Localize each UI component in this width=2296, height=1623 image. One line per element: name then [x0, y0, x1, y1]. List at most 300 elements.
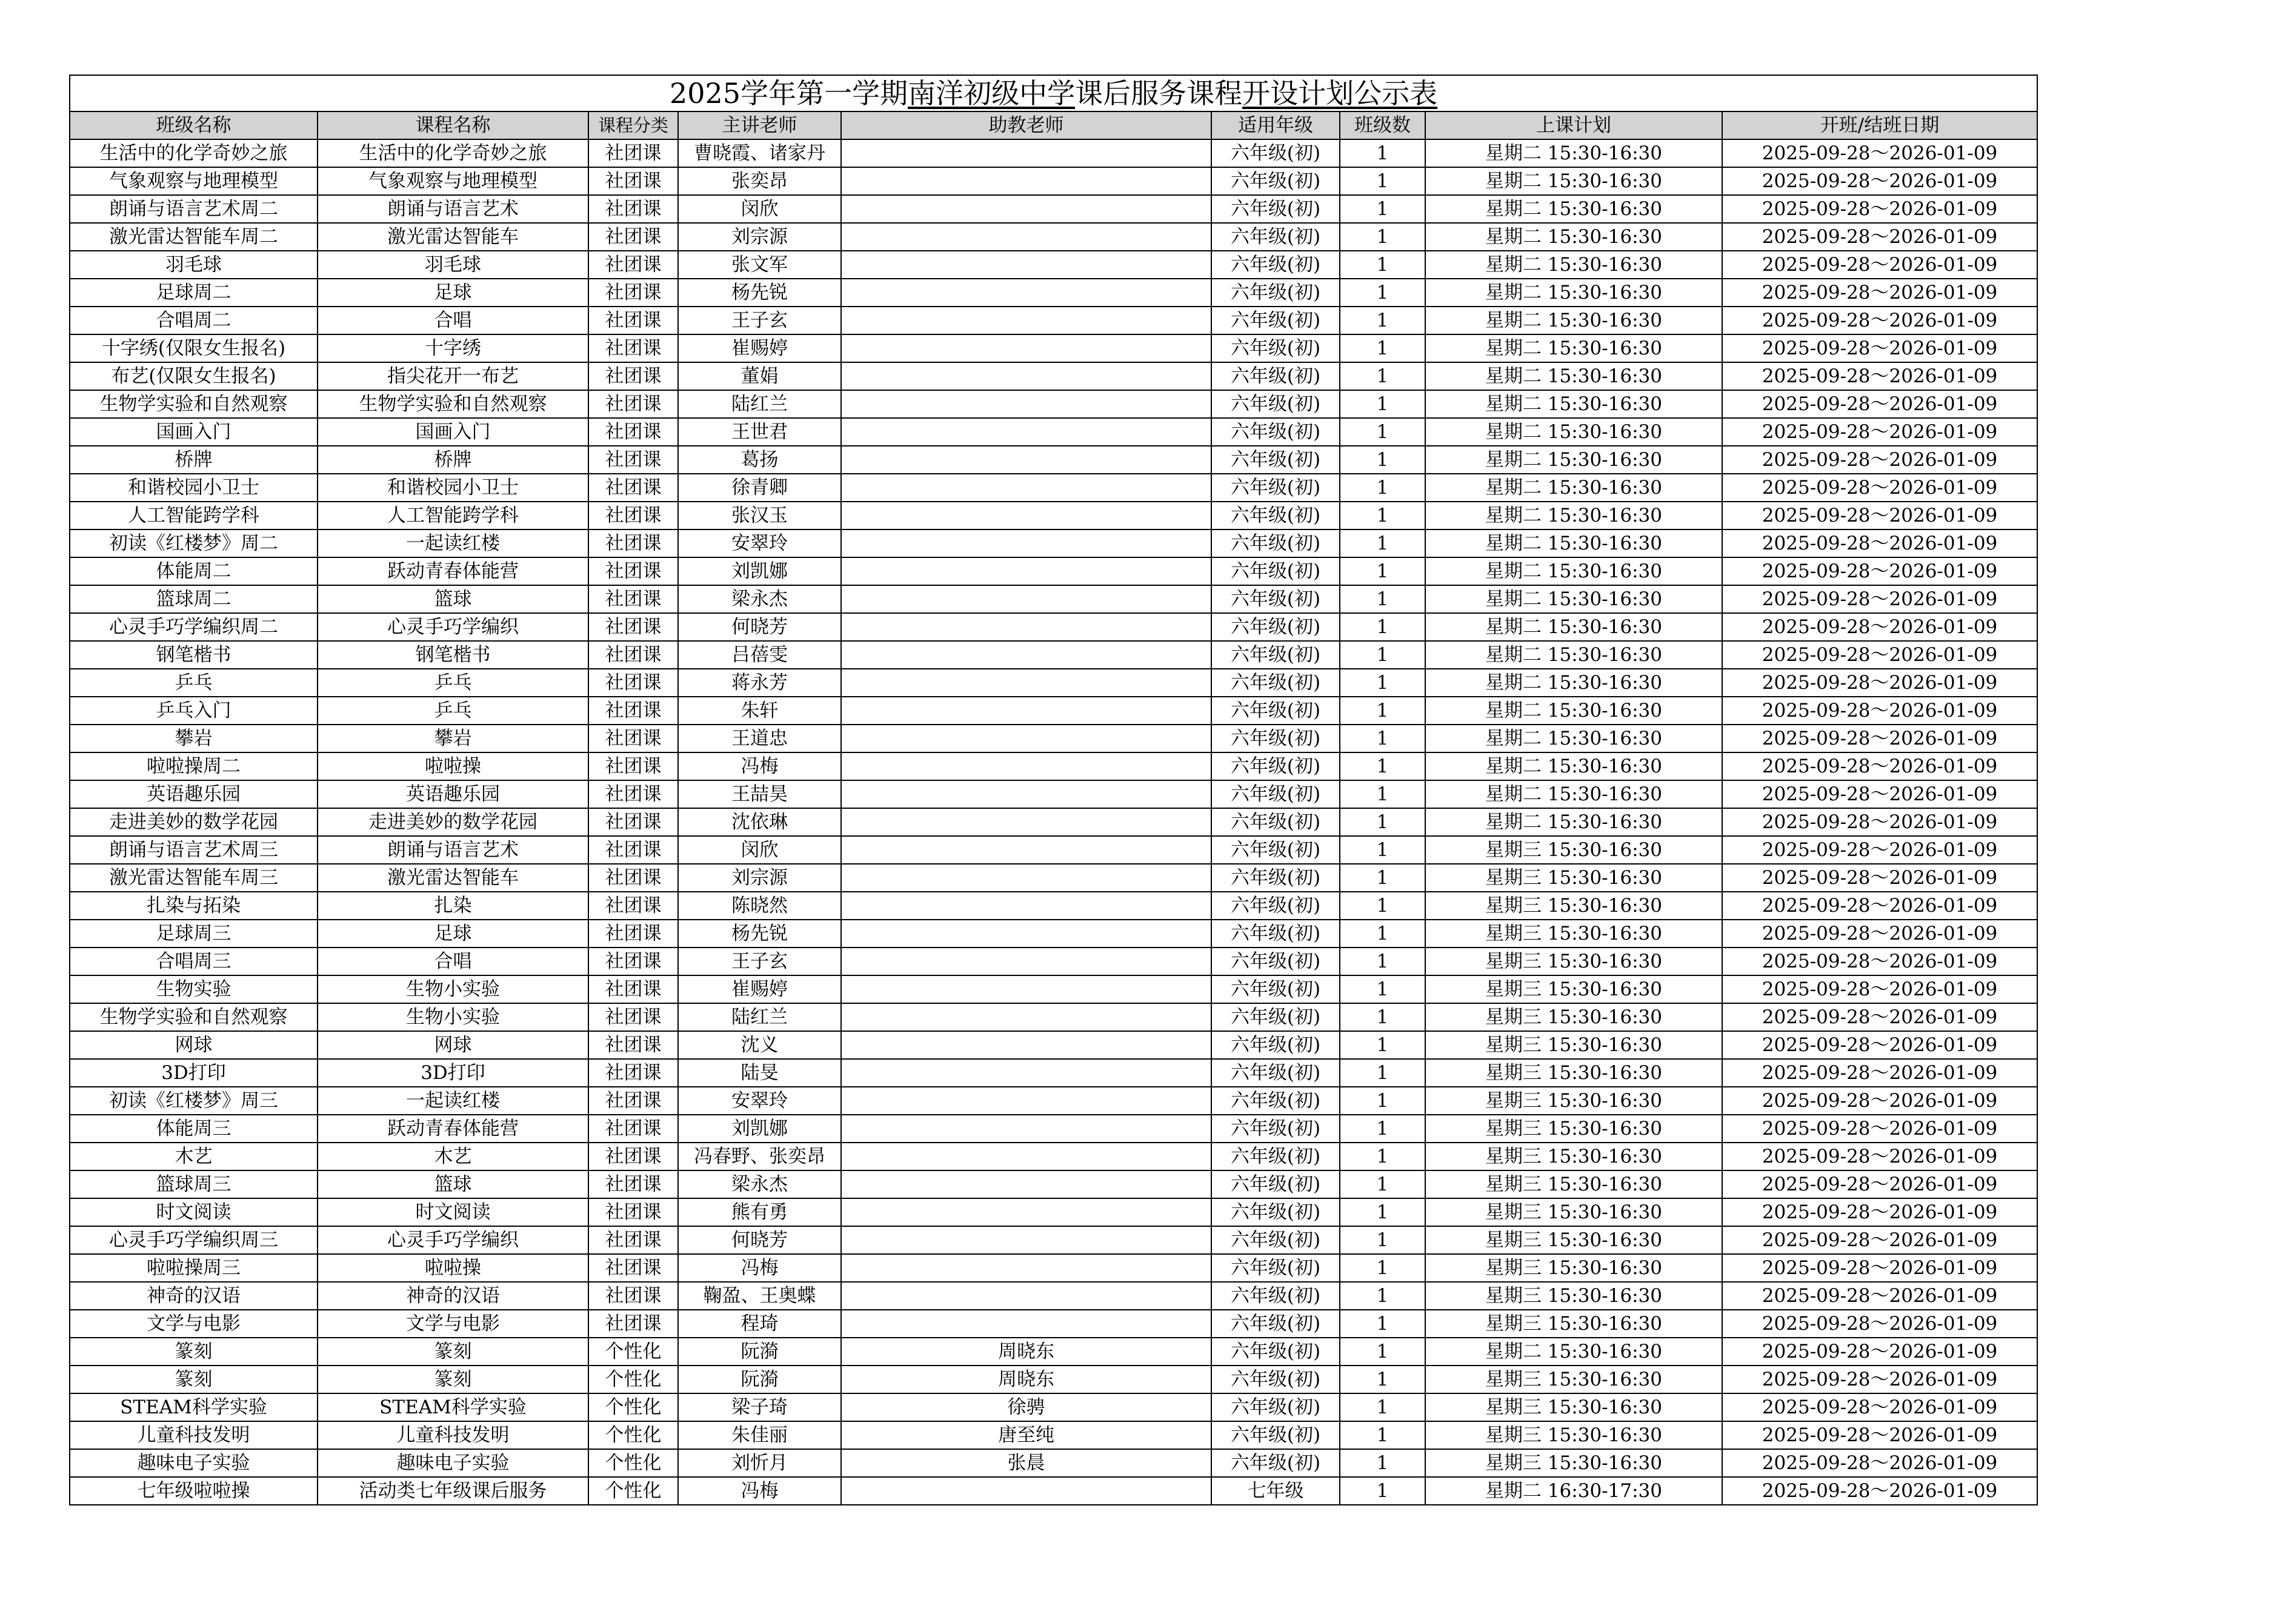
cell-assistant-teacher: [841, 948, 1211, 975]
cell-class-count: 1: [1340, 892, 1425, 920]
cell-lead-teacher: 王道忠: [678, 725, 841, 752]
cell-dates: 2025-09-28～2026-01-09: [1722, 251, 2037, 279]
cell-grade: 六年级(初): [1211, 502, 1340, 529]
cell-course-name: 时文阅读: [318, 1198, 588, 1226]
cell-course-name: 朗诵与语言艺术: [318, 836, 588, 864]
cell-grade: 六年级(初): [1211, 864, 1340, 892]
cell-assistant-teacher: [841, 669, 1211, 697]
cell-schedule: 星期三 15:30-16:30: [1425, 975, 1722, 1003]
cell-grade: 六年级(初): [1211, 892, 1340, 920]
cell-class-name: 足球周三: [70, 920, 318, 948]
header-row: [70, 111, 2037, 139]
cell-grade: 六年级(初): [1211, 808, 1340, 836]
cell-schedule: 星期二 15:30-16:30: [1425, 613, 1722, 641]
cell-schedule: 星期二 15:30-16:30: [1425, 529, 1722, 557]
cell-schedule: 星期三 15:30-16:30: [1425, 836, 1722, 864]
cell-category: 社团课: [588, 669, 678, 697]
cell-category: 社团课: [588, 1003, 678, 1031]
table-row: [70, 585, 2037, 613]
cell-class-count: 1: [1340, 975, 1425, 1003]
table-row: [70, 1310, 2037, 1338]
cell-assistant-teacher: [841, 362, 1211, 390]
col-header-dates: 开班/结班日期: [1722, 111, 2037, 139]
cell-class-count: 1: [1340, 1393, 1425, 1421]
cell-dates: 2025-09-28～2026-01-09: [1722, 1338, 2037, 1366]
table-row: [70, 725, 2037, 752]
cell-class-name: 3D打印: [70, 1059, 318, 1087]
table-row: [70, 780, 2037, 808]
cell-dates: 2025-09-28～2026-01-09: [1722, 529, 2037, 557]
cell-grade: 六年级(初): [1211, 1449, 1340, 1477]
table-row: [70, 1393, 2037, 1421]
cell-course-name: 十字绣: [318, 334, 588, 362]
cell-course-name: 心灵手巧学编织: [318, 613, 588, 641]
cell-class-name: 英语趣乐园: [70, 780, 318, 808]
cell-dates: 2025-09-28～2026-01-09: [1722, 362, 2037, 390]
cell-category: 社团课: [588, 836, 678, 864]
cell-grade: 六年级(初): [1211, 585, 1340, 613]
cell-category: 社团课: [588, 1087, 678, 1115]
cell-schedule: 星期三 15:30-16:30: [1425, 1310, 1722, 1338]
table-row: [70, 836, 2037, 864]
cell-category: 社团课: [588, 1170, 678, 1198]
table-row: [70, 390, 2037, 418]
table-row: [70, 1087, 2037, 1115]
cell-assistant-teacher: [841, 390, 1211, 418]
title-middle: 课后服务课程: [1075, 77, 1243, 110]
cell-dates: 2025-09-28～2026-01-09: [1722, 808, 2037, 836]
cell-class-name: 初读《红楼梦》周三: [70, 1087, 318, 1115]
cell-class-name: STEAM科学实验: [70, 1393, 318, 1421]
table-row: [70, 446, 2037, 474]
cell-assistant-teacher: [841, 502, 1211, 529]
cell-schedule: 星期二 15:30-16:30: [1425, 474, 1722, 502]
cell-dates: 2025-09-28～2026-01-09: [1722, 1282, 2037, 1310]
cell-lead-teacher: 安翠玲: [678, 529, 841, 557]
cell-schedule: 星期三 15:30-16:30: [1425, 1421, 1722, 1449]
cell-dates: 2025-09-28～2026-01-09: [1722, 752, 2037, 780]
cell-dates: 2025-09-28～2026-01-09: [1722, 780, 2037, 808]
cell-class-count: 1: [1340, 1366, 1425, 1393]
cell-class-name: 木艺: [70, 1143, 318, 1170]
cell-course-name: 钢笔楷书: [318, 641, 588, 669]
cell-dates: 2025-09-28～2026-01-09: [1722, 279, 2037, 307]
cell-category: 社团课: [588, 251, 678, 279]
cell-course-name: 足球: [318, 279, 588, 307]
schedule-sheet: [69, 75, 2037, 1505]
table-row: [70, 223, 2037, 251]
cell-course-name: 儿童科技发明: [318, 1421, 588, 1449]
cell-course-name: 生物学实验和自然观察: [318, 390, 588, 418]
cell-course-name: 啦啦操: [318, 752, 588, 780]
cell-schedule: 星期三 15:30-16:30: [1425, 1170, 1722, 1198]
table-row: [70, 334, 2037, 362]
cell-assistant-teacher: [841, 279, 1211, 307]
cell-grade: 六年级(初): [1211, 307, 1340, 334]
cell-schedule: 星期三 15:30-16:30: [1425, 864, 1722, 892]
cell-grade: 六年级(初): [1211, 1366, 1340, 1393]
cell-grade: 六年级(初): [1211, 1170, 1340, 1198]
cell-assistant-teacher: 徐骋: [841, 1393, 1211, 1421]
cell-course-name: 3D打印: [318, 1059, 588, 1087]
cell-grade: 六年级(初): [1211, 390, 1340, 418]
cell-course-name: STEAM科学实验: [318, 1393, 588, 1421]
cell-grade: 六年级(初): [1211, 1226, 1340, 1254]
cell-dates: 2025-09-28～2026-01-09: [1722, 1059, 2037, 1087]
cell-schedule: 星期三 15:30-16:30: [1425, 1115, 1722, 1143]
cell-schedule: 星期二 15:30-16:30: [1425, 279, 1722, 307]
cell-assistant-teacher: 周晓东: [841, 1338, 1211, 1366]
table-row: [70, 502, 2037, 529]
cell-class-count: 1: [1340, 1143, 1425, 1170]
cell-assistant-teacher: [841, 446, 1211, 474]
cell-class-name: 朗诵与语言艺术周二: [70, 195, 318, 223]
cell-course-name: 英语趣乐园: [318, 780, 588, 808]
cell-category: 社团课: [588, 864, 678, 892]
cell-class-name: 初读《红楼梦》周二: [70, 529, 318, 557]
col-header-lead-teacher: 主讲老师: [678, 111, 841, 139]
cell-course-name: 跃动青春体能营: [318, 1115, 588, 1143]
cell-grade: 六年级(初): [1211, 1282, 1340, 1310]
cell-class-name: 激光雷达智能车周三: [70, 864, 318, 892]
cell-class-count: 1: [1340, 1003, 1425, 1031]
cell-category: 社团课: [588, 1143, 678, 1170]
cell-class-name: 神奇的汉语: [70, 1282, 318, 1310]
cell-schedule: 星期二 15:30-16:30: [1425, 446, 1722, 474]
cell-class-name: 啦啦操周三: [70, 1254, 318, 1282]
cell-assistant-teacher: [841, 167, 1211, 195]
cell-grade: 六年级(初): [1211, 1421, 1340, 1449]
cell-dates: 2025-09-28～2026-01-09: [1722, 920, 2037, 948]
cell-class-count: 1: [1340, 167, 1425, 195]
cell-category: 社团课: [588, 334, 678, 362]
cell-schedule: 星期三 15:30-16:30: [1425, 1282, 1722, 1310]
cell-category: 社团课: [588, 307, 678, 334]
cell-dates: 2025-09-28～2026-01-09: [1722, 948, 2037, 975]
cell-course-name: 心灵手巧学编织: [318, 1226, 588, 1254]
cell-class-name: 篆刻: [70, 1338, 318, 1366]
cell-class-name: 生物学实验和自然观察: [70, 390, 318, 418]
cell-dates: 2025-09-28～2026-01-09: [1722, 892, 2037, 920]
cell-class-name: 攀岩: [70, 725, 318, 752]
cell-schedule: 星期二 15:30-16:30: [1425, 167, 1722, 195]
cell-dates: 2025-09-28～2026-01-09: [1722, 1003, 2037, 1031]
cell-grade: 六年级(初): [1211, 1115, 1340, 1143]
col-header-class-name: 班级名称: [70, 111, 318, 139]
cell-grade: 六年级(初): [1211, 780, 1340, 808]
cell-assistant-teacher: [841, 1282, 1211, 1310]
table-row: [70, 529, 2037, 557]
cell-class-count: 1: [1340, 362, 1425, 390]
cell-class-name: 人工智能跨学科: [70, 502, 318, 529]
cell-category: 个性化: [588, 1449, 678, 1477]
cell-class-count: 1: [1340, 836, 1425, 864]
cell-dates: 2025-09-28～2026-01-09: [1722, 1115, 2037, 1143]
cell-schedule: 星期三 15:30-16:30: [1425, 1449, 1722, 1477]
cell-class-name: 七年级啦啦操: [70, 1477, 318, 1505]
cell-course-name: 一起读红楼: [318, 1087, 588, 1115]
cell-grade: 六年级(初): [1211, 418, 1340, 446]
cell-lead-teacher: 阮漪: [678, 1366, 841, 1393]
cell-dates: 2025-09-28～2026-01-09: [1722, 725, 2037, 752]
cell-class-count: 1: [1340, 529, 1425, 557]
cell-category: 社团课: [588, 557, 678, 585]
cell-dates: 2025-09-28～2026-01-09: [1722, 613, 2037, 641]
cell-class-count: 1: [1340, 474, 1425, 502]
cell-category: 社团课: [588, 1282, 678, 1310]
cell-assistant-teacher: [841, 1226, 1211, 1254]
cell-course-name: 生物小实验: [318, 975, 588, 1003]
cell-lead-teacher: 张汉玉: [678, 502, 841, 529]
cell-assistant-teacher: [841, 808, 1211, 836]
cell-grade: 六年级(初): [1211, 223, 1340, 251]
cell-schedule: 星期二 15:30-16:30: [1425, 1338, 1722, 1366]
cell-class-name: 心灵手巧学编织周二: [70, 613, 318, 641]
cell-schedule: 星期二 15:30-16:30: [1425, 557, 1722, 585]
cell-grade: 六年级(初): [1211, 1087, 1340, 1115]
cell-category: 社团课: [588, 195, 678, 223]
table-row: [70, 752, 2037, 780]
cell-dates: 2025-09-28～2026-01-09: [1722, 418, 2037, 446]
cell-schedule: 星期二 15:30-16:30: [1425, 195, 1722, 223]
cell-dates: 2025-09-28～2026-01-09: [1722, 502, 2037, 529]
cell-class-count: 1: [1340, 920, 1425, 948]
cell-assistant-teacher: [841, 780, 1211, 808]
cell-schedule: 星期二 15:30-16:30: [1425, 251, 1722, 279]
cell-class-count: 1: [1340, 1310, 1425, 1338]
cell-course-name: 走进美妙的数学花园: [318, 808, 588, 836]
cell-class-count: 1: [1340, 808, 1425, 836]
cell-lead-teacher: 冯梅: [678, 1477, 841, 1505]
cell-category: 社团课: [588, 1226, 678, 1254]
col-header-grade: 适用年级: [1211, 111, 1340, 139]
table-row: [70, 1477, 2037, 1505]
cell-lead-teacher: 杨先锐: [678, 279, 841, 307]
cell-dates: 2025-09-28～2026-01-09: [1722, 1087, 2037, 1115]
cell-schedule: 星期二 15:30-16:30: [1425, 362, 1722, 390]
cell-dates: 2025-09-28～2026-01-09: [1722, 1421, 2037, 1449]
cell-lead-teacher: 王喆昊: [678, 780, 841, 808]
cell-assistant-teacher: [841, 418, 1211, 446]
cell-assistant-teacher: [841, 1254, 1211, 1282]
col-header-category: 课程分类: [588, 111, 678, 139]
cell-course-name: 网球: [318, 1031, 588, 1059]
cell-class-name: 乒乓: [70, 669, 318, 697]
cell-dates: 2025-09-28～2026-01-09: [1722, 1310, 2037, 1338]
cell-class-name: 心灵手巧学编织周三: [70, 1226, 318, 1254]
cell-course-name: 篮球: [318, 1170, 588, 1198]
cell-dates: 2025-09-28～2026-01-09: [1722, 195, 2037, 223]
cell-schedule: 星期二 15:30-16:30: [1425, 334, 1722, 362]
cell-lead-teacher: 闵欣: [678, 836, 841, 864]
cell-class-count: 1: [1340, 251, 1425, 279]
cell-dates: 2025-09-28～2026-01-09: [1722, 1477, 2037, 1505]
cell-class-count: 1: [1340, 752, 1425, 780]
cell-assistant-teacher: [841, 1143, 1211, 1170]
cell-class-name: 合唱周二: [70, 307, 318, 334]
cell-course-name: 篆刻: [318, 1338, 588, 1366]
cell-grade: 六年级(初): [1211, 557, 1340, 585]
cell-class-count: 1: [1340, 641, 1425, 669]
cell-class-name: 走进美妙的数学花园: [70, 808, 318, 836]
cell-schedule: 星期三 15:30-16:30: [1425, 1059, 1722, 1087]
cell-category: 社团课: [588, 1059, 678, 1087]
table-row: [70, 1282, 2037, 1310]
table-row: [70, 1421, 2037, 1449]
cell-lead-teacher: 何晓芳: [678, 613, 841, 641]
cell-course-name: 和谐校园小卫士: [318, 474, 588, 502]
cell-class-count: 1: [1340, 1031, 1425, 1059]
table-row: [70, 1003, 2037, 1031]
cell-class-name: 气象观察与地理模型: [70, 167, 318, 195]
cell-assistant-teacher: [841, 1031, 1211, 1059]
cell-grade: 六年级(初): [1211, 1003, 1340, 1031]
table-row: [70, 1031, 2037, 1059]
cell-course-name: 指尖花开一布艺: [318, 362, 588, 390]
cell-class-name: 文学与电影: [70, 1310, 318, 1338]
cell-class-name: 儿童科技发明: [70, 1421, 318, 1449]
col-header-assistant-teacher: 助教老师: [841, 111, 1211, 139]
cell-category: 社团课: [588, 1031, 678, 1059]
cell-class-name: 趣味电子实验: [70, 1449, 318, 1477]
cell-category: 社团课: [588, 223, 678, 251]
cell-lead-teacher: 朱佳丽: [678, 1421, 841, 1449]
cell-class-count: 1: [1340, 585, 1425, 613]
cell-grade: 六年级(初): [1211, 836, 1340, 864]
cell-schedule: 星期二 15:30-16:30: [1425, 390, 1722, 418]
cell-assistant-teacher: 周晓东: [841, 1366, 1211, 1393]
cell-class-count: 1: [1340, 1170, 1425, 1198]
cell-category: 社团课: [588, 725, 678, 752]
cell-category: 社团课: [588, 975, 678, 1003]
table-row: [70, 307, 2037, 334]
table-row: [70, 139, 2037, 167]
cell-category: 社团课: [588, 613, 678, 641]
cell-course-name: 气象观察与地理模型: [318, 167, 588, 195]
cell-schedule: 星期二 15:30-16:30: [1425, 139, 1722, 167]
cell-grade: 六年级(初): [1211, 1338, 1340, 1366]
cell-course-name: 文学与电影: [318, 1310, 588, 1338]
cell-lead-teacher: 杨先锐: [678, 920, 841, 948]
cell-category: 社团课: [588, 502, 678, 529]
cell-assistant-teacher: [841, 585, 1211, 613]
cell-assistant-teacher: 唐至纯: [841, 1421, 1211, 1449]
cell-grade: 六年级(初): [1211, 279, 1340, 307]
cell-course-name: 合唱: [318, 307, 588, 334]
cell-lead-teacher: 刘凯娜: [678, 557, 841, 585]
cell-schedule: 星期三 15:30-16:30: [1425, 948, 1722, 975]
cell-course-name: 合唱: [318, 948, 588, 975]
cell-class-count: 1: [1340, 334, 1425, 362]
cell-class-name: 生活中的化学奇妙之旅: [70, 139, 318, 167]
cell-assistant-teacher: [841, 1310, 1211, 1338]
cell-assistant-teacher: [841, 557, 1211, 585]
cell-class-name: 篮球周二: [70, 585, 318, 613]
cell-schedule: 星期二 15:30-16:30: [1425, 725, 1722, 752]
cell-grade: 六年级(初): [1211, 975, 1340, 1003]
cell-assistant-teacher: [841, 1477, 1211, 1505]
cell-class-count: 1: [1340, 390, 1425, 418]
cell-class-count: 1: [1340, 418, 1425, 446]
cell-course-name: 一起读红楼: [318, 529, 588, 557]
table-row: [70, 1338, 2037, 1366]
table-row: [70, 1115, 2037, 1143]
cell-category: 社团课: [588, 474, 678, 502]
cell-class-name: 生物实验: [70, 975, 318, 1003]
cell-lead-teacher: 陆旻: [678, 1059, 841, 1087]
cell-assistant-teacher: [841, 529, 1211, 557]
table-row: [70, 1226, 2037, 1254]
cell-dates: 2025-09-28～2026-01-09: [1722, 585, 2037, 613]
cell-lead-teacher: 陆红兰: [678, 390, 841, 418]
cell-dates: 2025-09-28～2026-01-09: [1722, 669, 2037, 697]
cell-lead-teacher: 陆红兰: [678, 1003, 841, 1031]
cell-schedule: 星期二 15:30-16:30: [1425, 418, 1722, 446]
cell-category: 社团课: [588, 1115, 678, 1143]
cell-lead-teacher: 冯春野、张奕昂: [678, 1143, 841, 1170]
cell-assistant-teacher: [841, 334, 1211, 362]
table-row: [70, 279, 2037, 307]
cell-course-name: 扎染: [318, 892, 588, 920]
cell-course-name: 羽毛球: [318, 251, 588, 279]
cell-lead-teacher: 何晓芳: [678, 1226, 841, 1254]
table-row: [70, 864, 2037, 892]
cell-class-count: 1: [1340, 195, 1425, 223]
table-row: [70, 1059, 2037, 1087]
cell-grade: 六年级(初): [1211, 195, 1340, 223]
cell-category: 社团课: [588, 892, 678, 920]
cell-dates: 2025-09-28～2026-01-09: [1722, 446, 2037, 474]
cell-grade: 六年级(初): [1211, 474, 1340, 502]
cell-category: 社团课: [588, 139, 678, 167]
cell-dates: 2025-09-28～2026-01-09: [1722, 1198, 2037, 1226]
cell-assistant-teacher: [841, 975, 1211, 1003]
cell-lead-teacher: 徐青卿: [678, 474, 841, 502]
cell-class-name: 羽毛球: [70, 251, 318, 279]
cell-assistant-teacher: [841, 1115, 1211, 1143]
cell-class-name: 桥牌: [70, 446, 318, 474]
title-school: 南洋初级中学: [908, 77, 1076, 110]
table-row: [70, 892, 2037, 920]
cell-class-name: 朗诵与语言艺术周三: [70, 836, 318, 864]
cell-assistant-teacher: [841, 139, 1211, 167]
col-header-class-count: 班级数: [1340, 111, 1425, 139]
cell-course-name: 活动类七年级课后服务: [318, 1477, 588, 1505]
cell-grade: 六年级(初): [1211, 1059, 1340, 1087]
cell-course-name: 桥牌: [318, 446, 588, 474]
cell-category: 社团课: [588, 780, 678, 808]
cell-grade: 六年级(初): [1211, 334, 1340, 362]
cell-lead-teacher: 陈晓然: [678, 892, 841, 920]
cell-class-name: 钢笔楷书: [70, 641, 318, 669]
cell-class-count: 1: [1340, 279, 1425, 307]
cell-course-name: 木艺: [318, 1143, 588, 1170]
course-plan-table: [69, 75, 2038, 1505]
cell-class-count: 1: [1340, 697, 1425, 725]
cell-category: 社团课: [588, 948, 678, 975]
cell-dates: 2025-09-28～2026-01-09: [1722, 1143, 2037, 1170]
cell-schedule: 星期三 15:30-16:30: [1425, 1226, 1722, 1254]
cell-lead-teacher: 沈义: [678, 1031, 841, 1059]
cell-class-name: 篮球周三: [70, 1170, 318, 1198]
cell-class-count: 1: [1340, 725, 1425, 752]
cell-grade: 六年级(初): [1211, 446, 1340, 474]
cell-lead-teacher: 闵欣: [678, 195, 841, 223]
cell-assistant-teacher: [841, 1087, 1211, 1115]
table-row: [70, 1366, 2037, 1393]
cell-category: 个性化: [588, 1366, 678, 1393]
cell-class-count: 1: [1340, 948, 1425, 975]
